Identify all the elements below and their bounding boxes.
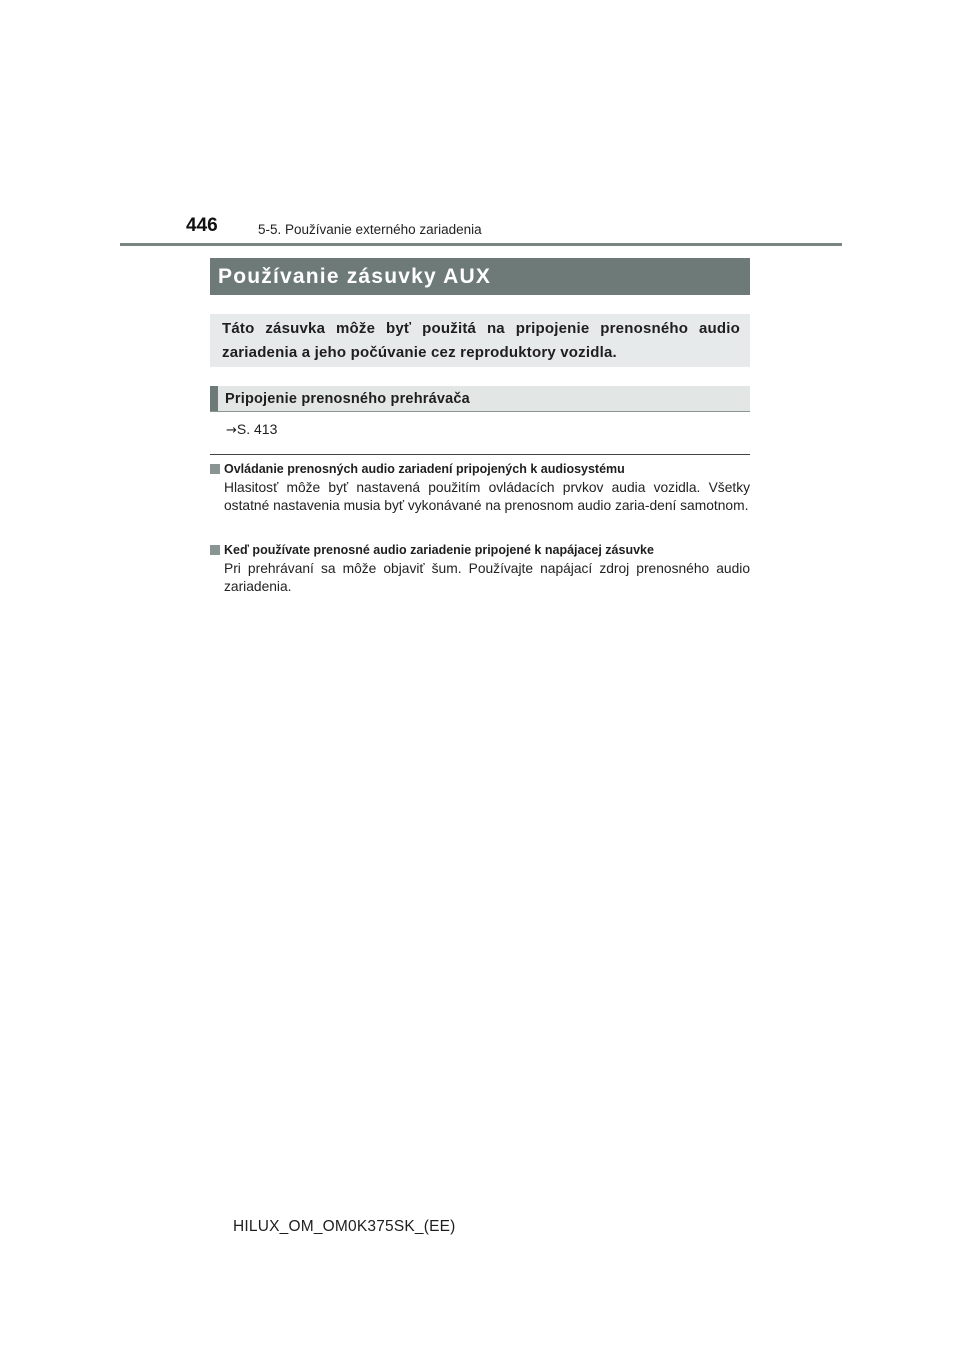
page-reference[interactable] bbox=[226, 421, 277, 438]
square-bullet-icon bbox=[210, 545, 220, 555]
note-body: Pri prehrávaní sa môže objaviť šum. Používajte napájací zdroj prenosného audio zariadenia. bbox=[224, 561, 750, 594]
note-item bbox=[210, 543, 750, 595]
notes-divider bbox=[210, 454, 750, 455]
subsection-accent-bar bbox=[210, 386, 218, 411]
subsection-title: Pripojenie prenosného prehrávača bbox=[225, 390, 470, 407]
note-item bbox=[210, 462, 750, 514]
note-heading: Keď používate prenosné audio zariadenie pripojené k napájacej zásuvke bbox=[224, 543, 654, 557]
section-title-bar bbox=[210, 258, 750, 295]
note-body: Hlasitosť môže byť nastavená použitím ovládacích prvkov audia vozidla. Všetky ostatné nastavenia musia byť vykonávané na prenosnom audio zaria-dení samotnom. bbox=[224, 480, 750, 513]
section-path: 5-5. Používanie externého zariadenia bbox=[258, 222, 482, 237]
note-heading: Ovládanie prenosných audio zariadení pripojených k audiosystému bbox=[224, 462, 625, 476]
header-divider bbox=[120, 243, 842, 246]
page-number: 446 bbox=[186, 215, 218, 236]
document-code: HILUX_OM_OM0K375SK_(EE) bbox=[233, 1218, 456, 1235]
section-title: Používanie zásuvky AUX bbox=[218, 264, 492, 288]
intro-box bbox=[210, 314, 750, 367]
subsection-header bbox=[210, 386, 750, 412]
note-heading-row bbox=[210, 543, 750, 557]
square-bullet-icon bbox=[210, 464, 220, 474]
arrow-right-icon: → bbox=[226, 423, 237, 438]
intro-text: Táto zásuvka môže byť použitá na pripojenie prenosného audio zariadenia a jeho počúvanie cez reproduktory vozidla. bbox=[222, 320, 740, 361]
page-reference-text: S. 413 bbox=[236, 421, 278, 437]
note-heading-row bbox=[210, 462, 750, 476]
